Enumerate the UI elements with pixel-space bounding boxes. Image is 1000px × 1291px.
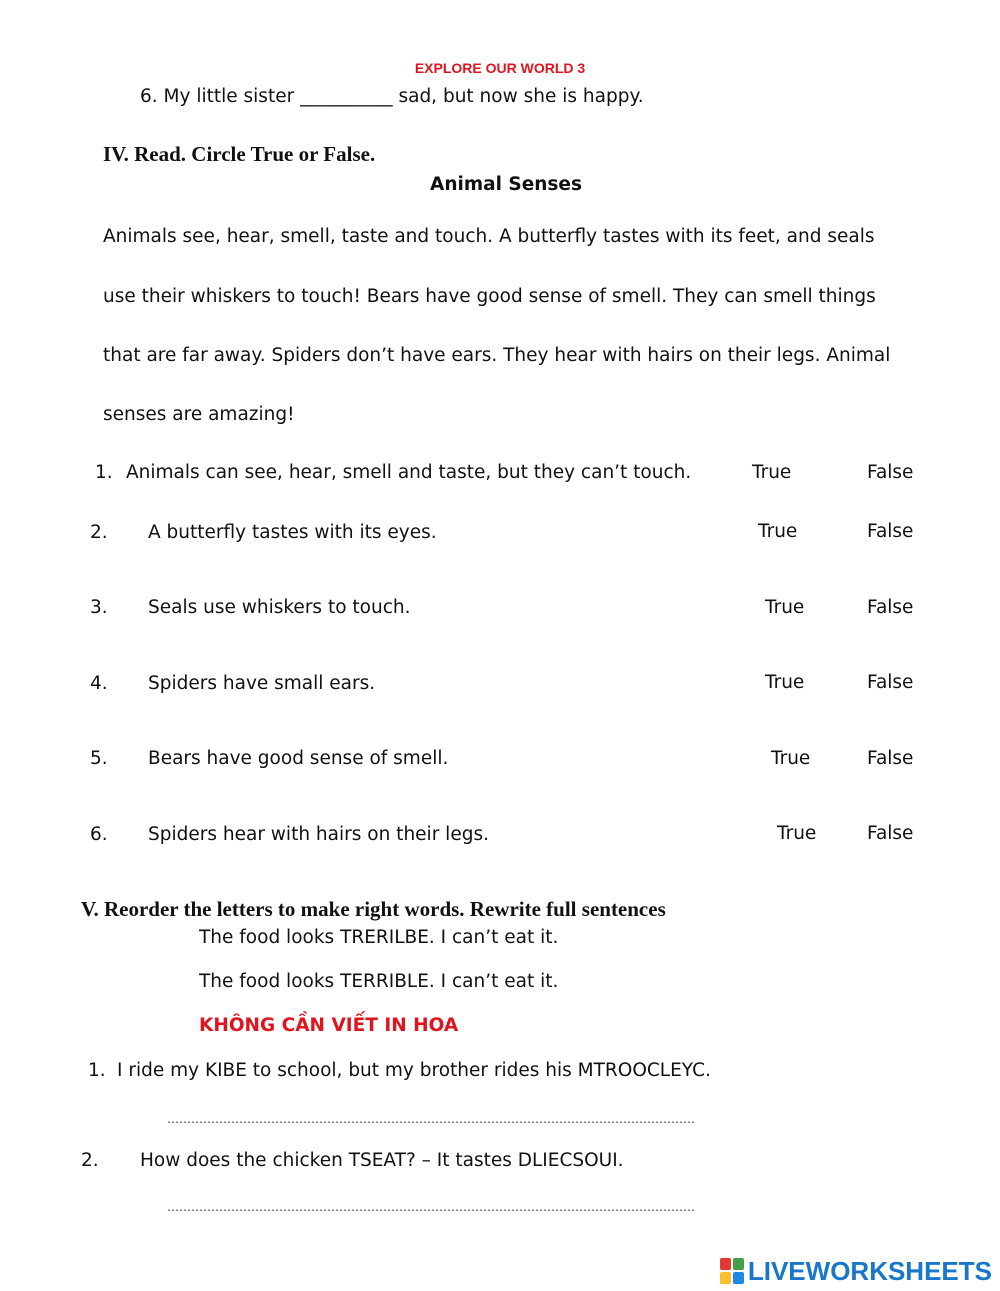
liveworksheets-logo-icon <box>720 1258 744 1284</box>
section5-heading: V. Reorder the letters to make right words. Rewrite full sentences <box>81 897 666 921</box>
logo-text: LIVEWORKSHEETS <box>747 1255 992 1286</box>
section4-heading: IV. Read. Circle True or False. <box>103 142 376 166</box>
reorder-text: How does the chicken TSEAT? – It tastes DLIECSOUI. <box>140 1150 624 1171</box>
true-option[interactable]: True <box>758 521 798 542</box>
prev-item-after: sad, but now she is happy. <box>398 86 644 107</box>
question-number: 5. <box>90 748 108 769</box>
question-text: Seals use whiskers to touch. <box>148 597 411 618</box>
question-text: Animals can see, hear, smell and taste, but they can’t touch. <box>126 462 692 483</box>
false-option[interactable]: False <box>867 748 914 769</box>
question-number: 1. <box>95 462 113 483</box>
question-number: 3. <box>90 597 108 618</box>
instruction-note: KHÔNG CẦN VIẾT IN HOA <box>199 1015 459 1036</box>
reorder-text: I ride my KIBE to school, but my brother rides his MTROOCLEYC. <box>117 1060 711 1081</box>
false-option[interactable]: False <box>867 521 914 542</box>
true-option[interactable]: True <box>765 672 805 693</box>
false-option[interactable]: False <box>867 462 914 483</box>
reorder-number: 1. <box>88 1060 106 1081</box>
example-answer: The food looks TERRIBLE. I can’t eat it. <box>199 971 559 992</box>
false-option[interactable]: False <box>867 597 914 618</box>
passage-line-3: that are far away. Spiders don’t have ears. They hear with hairs on their legs. Animal <box>103 345 891 366</box>
answer-line[interactable]: …………………………………………………………………………………………………………………… <box>167 1112 695 1126</box>
liveworksheets-logo <box>720 1254 992 1288</box>
question-number: 4. <box>90 673 108 694</box>
true-option[interactable]: True <box>752 462 792 483</box>
question-text: A butterfly tastes with its eyes. <box>148 522 437 543</box>
true-option[interactable]: True <box>777 823 817 844</box>
prev-item-number: 6. <box>140 86 158 107</box>
false-option[interactable]: False <box>867 823 914 844</box>
answer-line[interactable]: …………………………………………………………………………………………………………………… <box>167 1200 695 1214</box>
question-text: Bears have good sense of smell. <box>148 748 449 769</box>
question-number: 2. <box>90 522 108 543</box>
question-number: 6. <box>90 824 108 845</box>
passage-line-1: Animals see, hear, smell, taste and touch. A butterfly tastes with its feet, and seals <box>103 226 875 247</box>
prev-item-before: My little sister <box>163 86 295 107</box>
passage-line-2: use their whiskers to touch! Bears have good sense of smell. They can smell things <box>103 286 876 307</box>
question-text: Spiders hear with hairs on their legs. <box>148 824 489 845</box>
prev-item <box>140 86 644 107</box>
passage-line-4: senses are amazing! <box>103 404 295 425</box>
false-option[interactable]: False <box>867 672 914 693</box>
true-option[interactable]: True <box>765 597 805 618</box>
passage-title: Animal Senses <box>430 174 582 195</box>
question-text: Spiders have small ears. <box>148 673 376 694</box>
example-question: The food looks TRERILBE. I can’t eat it. <box>199 927 559 948</box>
prev-item-blank[interactable]: __________ <box>300 86 393 107</box>
reorder-number: 2. <box>81 1150 99 1171</box>
header-title: EXPLORE OUR WORLD 3 <box>414 60 586 76</box>
true-option[interactable]: True <box>771 748 811 769</box>
